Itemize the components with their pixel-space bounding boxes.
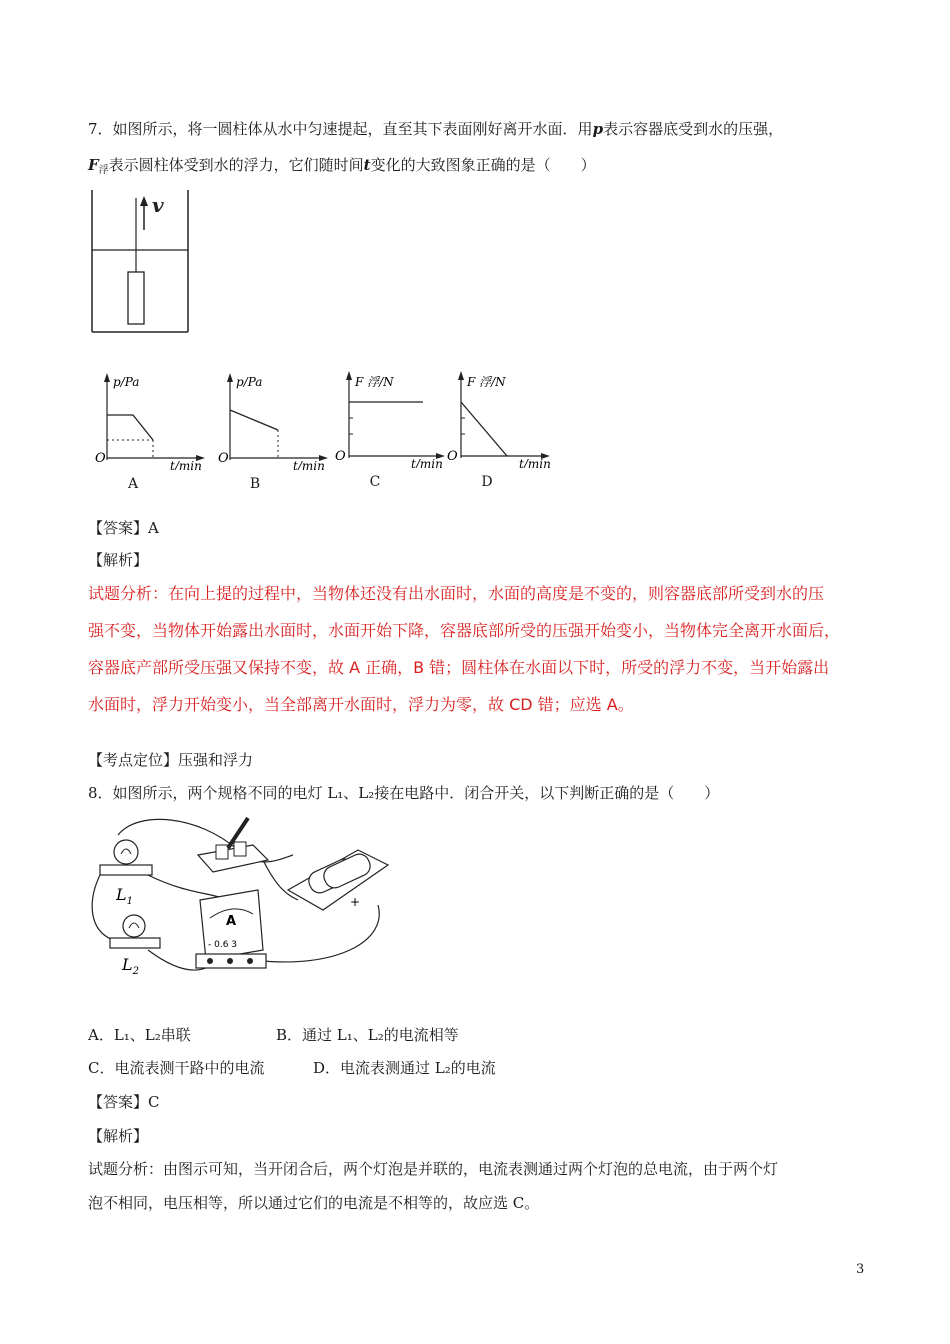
- q7-text-d: 变化的大致图象正确的是（ ）: [370, 156, 596, 174]
- circuit-figure: [88, 810, 398, 980]
- graph-c: [335, 368, 455, 468]
- q7-analysis-line: 水面时，浮力开始变小，当全部离开水面时，浮力为零，故 CD 错；应选 A。: [88, 695, 634, 714]
- q7-text-a: 7．如图所示，将一圆柱体从水中匀速提起，直至其下表面刚好离开水面．用: [88, 120, 593, 138]
- q8-option-a: A．L₁、L₂串联: [88, 1026, 191, 1044]
- graph-b-origin: O: [218, 451, 229, 466]
- var-f: F: [88, 156, 99, 174]
- graph-a-origin: O: [95, 451, 106, 466]
- q8-option-d: D．电流表测通过 L₂的电流: [313, 1059, 496, 1077]
- graph-d-xlabel: t/min: [519, 457, 551, 468]
- q7-analysis-line: 容器底产部所受压强又保持不变，故 A 正确，B 错；圆柱体在水面以下时，所受的浮力不变，当开始露出: [88, 658, 830, 677]
- lamp1-label: $L_1$: [116, 885, 133, 907]
- graph-d-ylabel: F 浮/N: [467, 375, 506, 389]
- velocity-label: v: [152, 193, 164, 217]
- graph-a-xlabel: t/min: [170, 459, 202, 470]
- q8-option-b: B．通过 L₁、L₂的电流相等: [276, 1026, 459, 1044]
- q8-option-c: C．电流表测干路中的电流: [88, 1059, 265, 1077]
- q7-stem-line1: [88, 118, 783, 140]
- svg-text:+: +: [350, 895, 361, 909]
- graph-b-label: B: [249, 476, 261, 492]
- ammeter-terminals: - 0.6 3: [208, 940, 238, 950]
- graph-c-origin: O: [335, 449, 346, 464]
- graph-b-xlabel: t/min: [293, 459, 325, 470]
- q8-answer: 【答案】C: [88, 1093, 160, 1111]
- q7-analysis-line: 强不变，当物体开始露出水面时，水面开始下降，容器底部所受的压强开始变小，当物体完全离开水面后，: [88, 621, 841, 640]
- graph-c-xlabel: t/min: [411, 457, 443, 468]
- graph-b: [218, 370, 338, 470]
- q7-analysis-head: 【解析】: [88, 551, 149, 569]
- q8-analysis-line: 试题分析：由图示可知，当开闭合后，两个灯泡是并联的，电流表测通过两个灯泡的总电流，由于两个灯: [88, 1160, 779, 1178]
- graph-a-ylabel: p/Pa: [113, 375, 140, 389]
- var-f-sub: 浮: [98, 165, 109, 176]
- graph-a: [95, 370, 215, 470]
- q8-analysis-head: 【解析】: [88, 1127, 149, 1145]
- var-t: t: [363, 156, 371, 174]
- q7-stem-line2: [88, 154, 596, 182]
- graph-a-label: A: [127, 476, 139, 492]
- graph-d-origin: O: [447, 449, 458, 464]
- q8-stem: 8．如图所示，两个规格不同的电灯 L₁、L₂接在电路中．闭合开关，以下判断正确的是（ ）: [88, 784, 720, 802]
- graph-c-ylabel: F 浮/N: [355, 375, 394, 389]
- container-figure: [88, 190, 198, 338]
- q7-answer: 【答案】A: [88, 519, 159, 537]
- graph-c-label: C: [369, 474, 381, 490]
- graph-d-label: D: [481, 474, 493, 490]
- q7-text-b: 表示容器底受到水的压强，: [603, 120, 784, 138]
- page-number: 3: [856, 1262, 865, 1277]
- graph-b-ylabel: p/Pa: [236, 375, 263, 389]
- q7-text-c: 表示圆柱体受到水的浮力，它们随时间: [108, 156, 364, 174]
- q8-analysis-line: 泡不相同，电压相等，所以通过它们的电流是不相等的，故应选 C。: [88, 1194, 540, 1212]
- q7-analysis-line: 试题分析：在向上提的过程中，当物体还没有出水面时，水面的高度是不变的，则容器底部所受到水的压: [88, 584, 825, 603]
- q7-point: 【考点定位】压强和浮力: [88, 751, 254, 769]
- lamp2-label: $L_2$: [122, 955, 139, 977]
- ammeter-symbol: A: [226, 914, 237, 929]
- var-p: p: [592, 120, 604, 138]
- graph-d: [447, 368, 557, 468]
